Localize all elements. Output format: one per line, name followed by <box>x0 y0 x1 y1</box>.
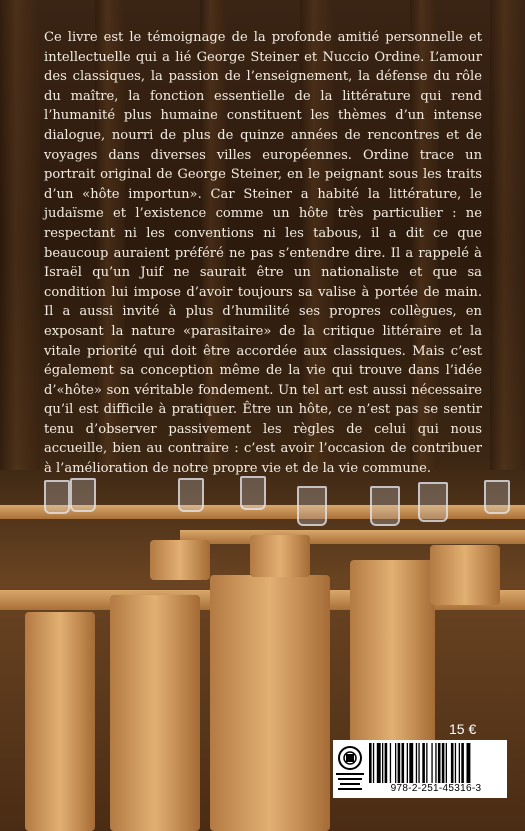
wood-slat <box>0 0 40 470</box>
table-top <box>180 530 525 544</box>
glass <box>240 476 266 510</box>
distributor-logo-icon <box>335 744 365 796</box>
barcode <box>369 743 503 783</box>
glass <box>484 480 510 514</box>
barcode-label <box>333 740 507 798</box>
chair <box>430 545 500 605</box>
price: 15 € <box>449 721 477 737</box>
glass <box>178 478 204 512</box>
chair <box>150 540 210 580</box>
glass <box>44 480 70 514</box>
chair <box>210 575 330 831</box>
glass <box>297 486 327 526</box>
chair <box>25 612 95 831</box>
back-cover-blurb: Ce livre est le témoignage de la profonde amitié personnelle et intellectuelle qui a lié George Steiner et Nuccio Ordine. L’amour des classiques, la passion de l’enseignement, la défense du rôle du maître, la fonction essentielle de la littérature qui rend l’humanité plus humaine constituent les thèmes d’un intense dialogue, nourri de plus de quinze années de rencontres et de voyages dans diverses villes européennes. Ordine trace un portrait original de George Steiner, en le peignant sous les traits d’un «hôte importun». Car Steiner a habité la littérature, le judaïsme et l’existence comme un hôte très particulier : ne respectant ni les conventions ni les tabous, il a dit ce que beaucoup auraient préféré ne pas s’entendre dire. Il a rappelé à Israël qu’un Juif ne saurait être un nationaliste et que sa condition lui impose d’avoir toujours sa valise à portée de main. Il a aussi invité à plus d’humilité ses propres collègues, en exposant la nature «parasitaire» de la critique littéraire et la vitale priorité qui doit être accordée aux classiques. Mais c’est également sa conception même de la vie qui trouve dans l’idée d’«hôte» son véritable fondement. Un tel art est aussi nécessaire qu’il est difficile à pratiquer. Être un hôte, ce n’est pas se sentir tenu d’observer passivement les règles de celui qui nous accueille, bien au contraire : c’est avoir l’occasion de contribuer à l’amélioration de notre propre vie et de la vie commune. <box>44 30 482 477</box>
isbn: 978-2-251-45316-3 <box>390 783 482 794</box>
chair <box>250 535 310 577</box>
chair <box>110 595 200 831</box>
wood-slat <box>490 0 525 470</box>
glass <box>370 486 400 526</box>
chair <box>350 560 435 770</box>
glass <box>418 482 448 522</box>
glass <box>70 478 96 512</box>
